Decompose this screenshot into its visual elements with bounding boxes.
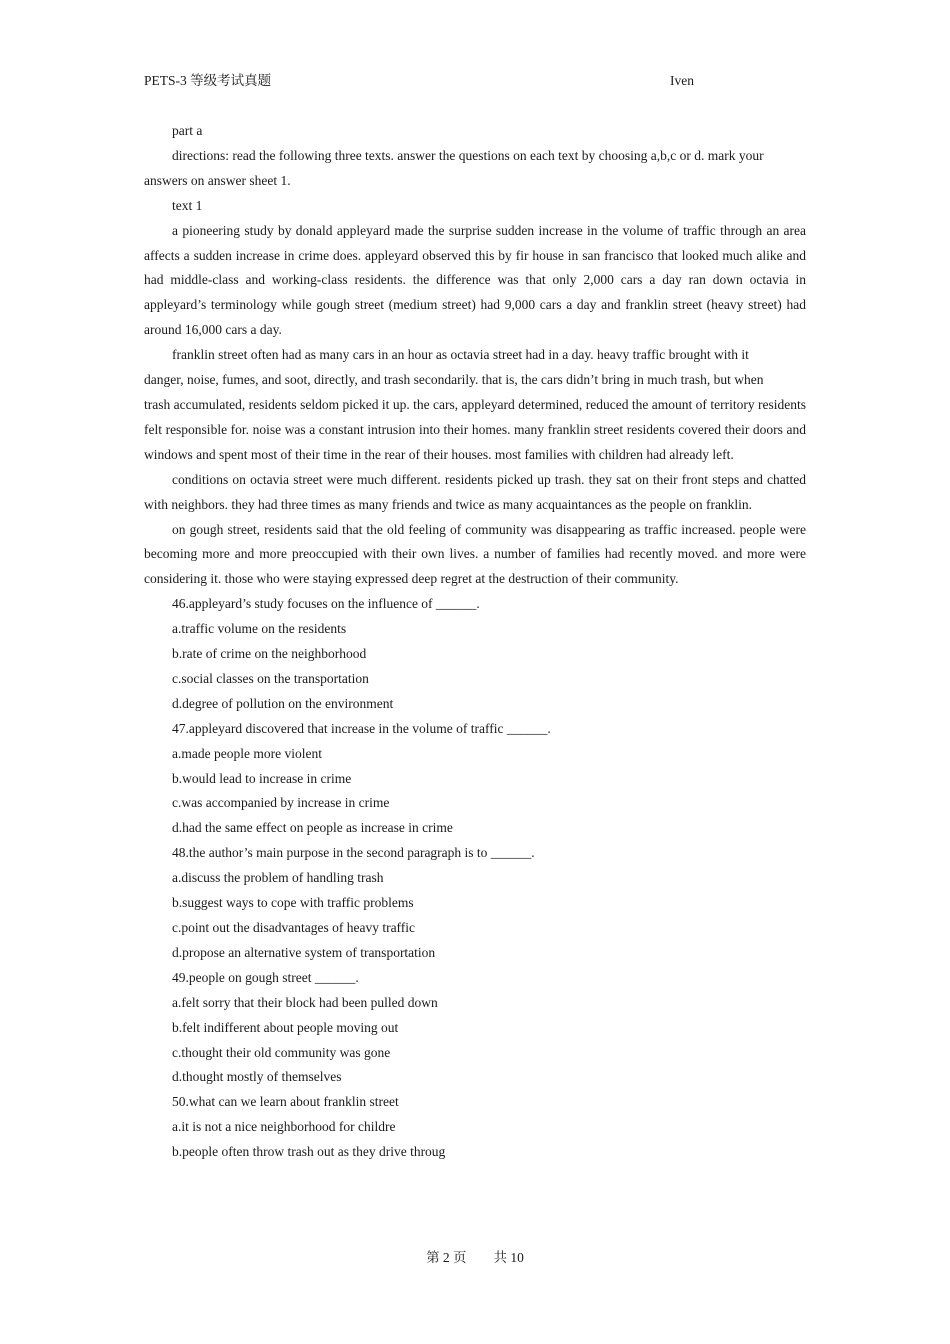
question-option: a.felt sorry that their block had been pulled down bbox=[172, 994, 438, 1010]
section-heading: part a bbox=[172, 123, 203, 138]
directions-line-1: directions: read the following three texts. answer the questions on each text by choosing a,b,c or d. mark your bbox=[172, 147, 764, 163]
paragraph-2-line-2: danger, noise, fumes, and soot, directly, and trash secondarily. that is, the cars didn’t bring in much trash, but when bbox=[144, 372, 764, 388]
paragraph-1: a pioneering study by donald appleyard made the surprise sudden increase in the volume of traffic through an area affects a sudden increase in crime does. appleyard observed this by fir house in san francisco that looked much alike and had middle-class and working-class residents. the difference was that only 2,000 cars a day ran down octavia in appleyard’s terminology while gough street (medium street) had 9,000 cars a day and franklin street (heavy street) had around 16,000 cars a day. bbox=[144, 222, 806, 338]
paragraph-4: on gough street, residents said that the old feeling of community was disappearing as traffic increased. people were becoming more and more preoccupied with their own lives. a number of families had recently moved. and more were considering it. those who were staying expressed deep regret at the destruction of their community. bbox=[144, 521, 806, 587]
text-label: text 1 bbox=[172, 197, 203, 213]
paragraph-2-rest: trash accumulated, residents seldom picked it up. the cars, appleyard determined, reduced the amount of territory residents felt responsible for. noise was a constant intrusion into their homes. many franklin street residents covered their doors and windows and spent most of their time in the rear of their houses. most families with children had already left. bbox=[144, 396, 806, 462]
question-option: d.had the same effect on people as increase in crime bbox=[172, 820, 453, 836]
question-option: b.would lead to increase in crime bbox=[172, 770, 352, 786]
question-option: a.it is not a nice neighborhood for childre bbox=[172, 1119, 396, 1135]
question-option: c.was accompanied by increase in crime bbox=[172, 795, 390, 811]
question-option: a.traffic volume on the residents bbox=[172, 621, 347, 637]
document-body bbox=[144, 119, 806, 1165]
question-option: b.felt indifferent about people moving out bbox=[172, 1019, 399, 1035]
question-option: b.suggest ways to cope with traffic problems bbox=[172, 895, 414, 911]
header-author: Iven bbox=[670, 73, 694, 88]
question-stem: 47.appleyard discovered that increase in the volume of traffic ______. bbox=[172, 720, 551, 736]
question-stem: 50.what can we learn about franklin street bbox=[172, 1094, 399, 1110]
question-option: d.propose an alternative system of transportation bbox=[172, 944, 436, 960]
paragraph-2-line-1: franklin street often had as many cars in an hour as octavia street had in a day. heavy traffic brought with it bbox=[172, 347, 749, 363]
question-option: d.thought mostly of themselves bbox=[172, 1069, 342, 1085]
question-48 bbox=[144, 841, 806, 966]
question-option: b.people often throw trash out as they drive throug bbox=[172, 1144, 446, 1160]
question-46 bbox=[144, 592, 806, 717]
question-50 bbox=[144, 1090, 806, 1165]
page-number: 第 2 页 共 10 bbox=[426, 1250, 524, 1265]
question-stem: 48.the author’s main purpose in the second paragraph is to ______. bbox=[172, 845, 535, 861]
question-49 bbox=[144, 966, 806, 1091]
question-option: c.point out the disadvantages of heavy traffic bbox=[172, 920, 416, 935]
question-stem: 46.appleyard’s study focuses on the influence of ______. bbox=[172, 596, 480, 612]
question-option: a.discuss the problem of handling trash bbox=[172, 870, 384, 886]
question-option: a.made people more violent bbox=[172, 745, 322, 761]
directions-line-2: answers on answer sheet 1. bbox=[144, 172, 291, 188]
question-option: b.rate of crime on the neighborhood bbox=[172, 646, 367, 662]
question-47 bbox=[144, 717, 806, 842]
paragraph-3: conditions on octavia street were much different. residents picked up trash. they sat on their front steps and chatted with neighbors. they had three times as many friends and twice as many acquaintances as the people on franklin. bbox=[144, 471, 806, 512]
question-stem: 49.people on gough street ______. bbox=[172, 969, 359, 985]
question-option: c.thought their old community was gone bbox=[172, 1044, 391, 1060]
header-title: PETS-3 等级考试真题 bbox=[144, 73, 272, 88]
question-option: d.degree of pollution on the environment bbox=[172, 695, 394, 711]
question-option: c.social classes on the transportation bbox=[172, 670, 369, 686]
